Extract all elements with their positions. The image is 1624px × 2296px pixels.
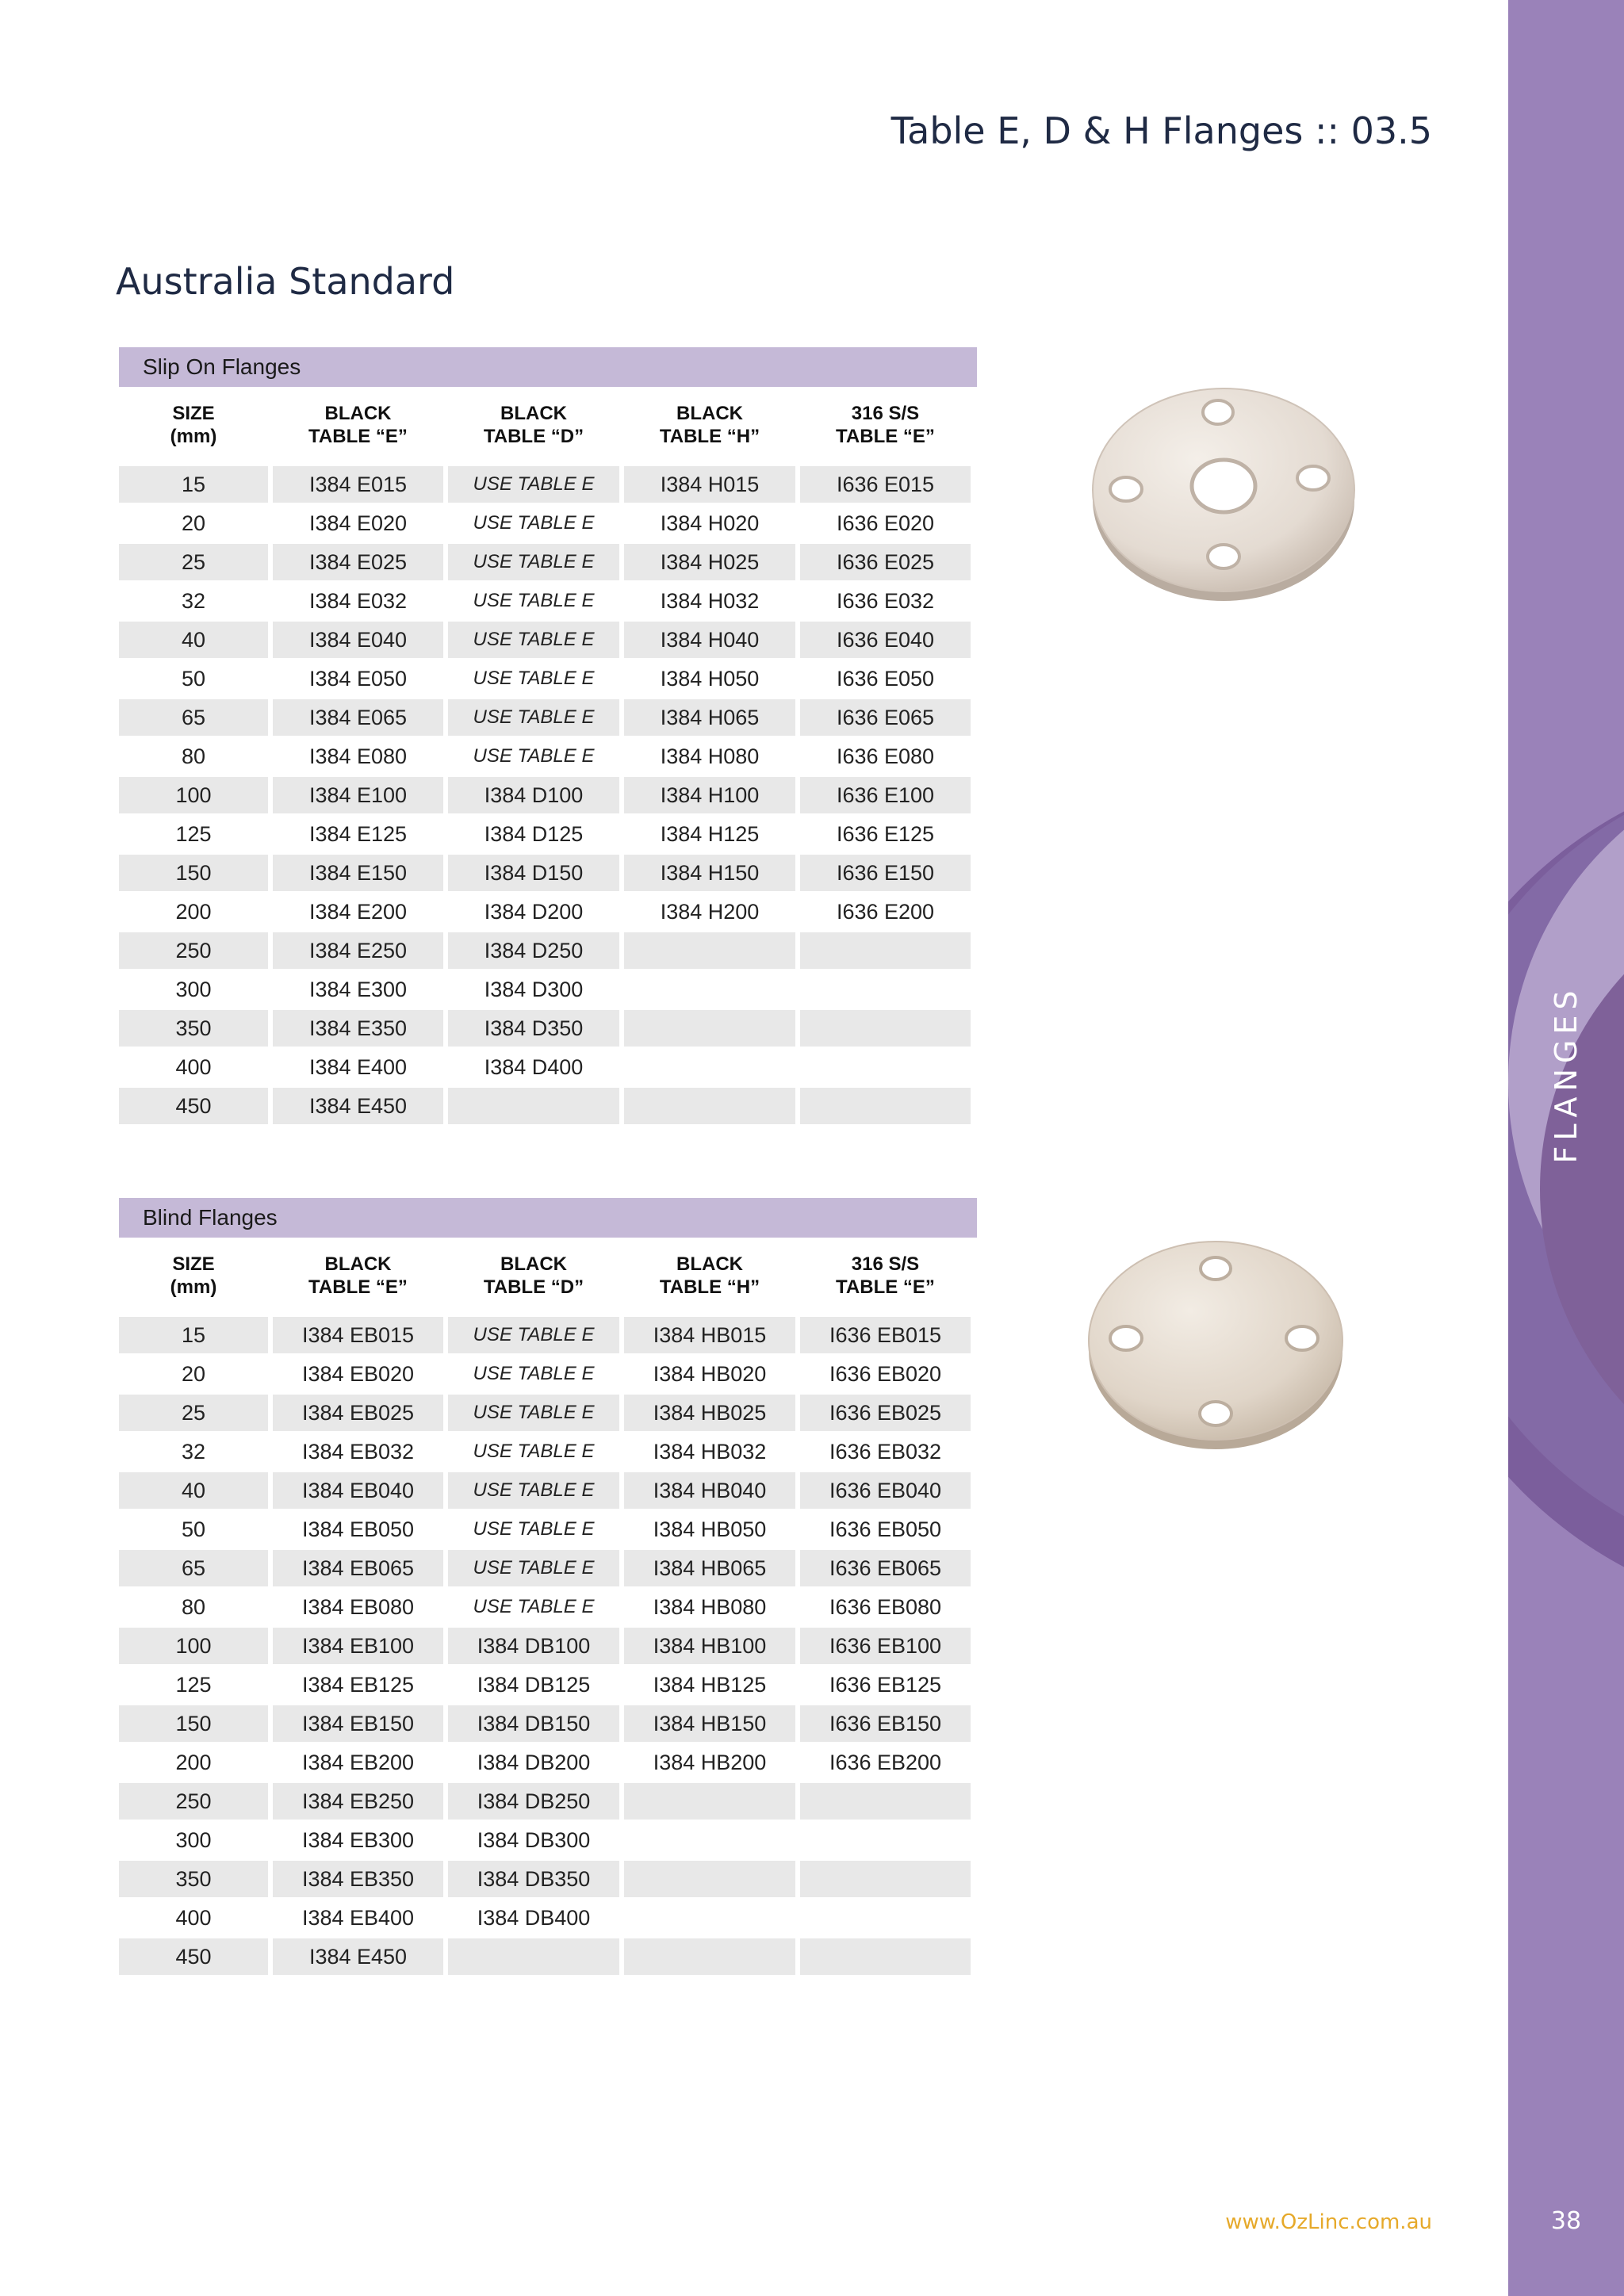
page-title: Table E, D & H Flanges :: 03.5 — [891, 109, 1432, 152]
cell-black-table-h: I384 HB040 — [624, 1472, 795, 1509]
cell-black-table-e: I384 E065 — [273, 699, 443, 736]
table-row — [119, 1356, 977, 1395]
table-row — [119, 1049, 977, 1088]
table-title: Slip On Flanges — [119, 347, 977, 387]
cell-ss-table-e: I636 EB020 — [829, 1362, 942, 1386]
table-row — [119, 1744, 977, 1783]
table-row — [119, 894, 977, 932]
table-row — [119, 1628, 977, 1667]
cell-black-table-h: I384 HB200 — [653, 1751, 767, 1774]
table-row — [119, 583, 977, 622]
cell-ss-table-e — [800, 1861, 971, 1897]
cell-black-table-d: I384 D300 — [484, 978, 584, 1001]
table-row — [119, 1088, 977, 1127]
table-row — [119, 544, 977, 583]
cell-black-table-d: USE TABLE E — [448, 544, 619, 580]
table-row — [119, 1589, 977, 1628]
cell-size: 40 — [119, 1472, 268, 1509]
cell-black-table-e: I384 EB080 — [301, 1595, 415, 1619]
cell-black-table-e: I384 E040 — [273, 622, 443, 658]
cell-black-table-h: I384 H125 — [660, 822, 760, 846]
column-header-ss-table-e: 316 S/S TABLE “E” — [836, 1253, 935, 1298]
cell-size: 25 — [119, 544, 268, 580]
cell-black-table-e: I384 EB020 — [301, 1362, 415, 1386]
cell-black-table-h: I384 H065 — [624, 699, 795, 736]
cell-black-table-d: USE TABLE E — [448, 699, 619, 736]
cell-size: 200 — [175, 900, 212, 924]
cell-black-table-d: I384 D400 — [484, 1055, 584, 1079]
cell-black-table-e: I384 E350 — [273, 1010, 443, 1047]
cell-black-table-h — [624, 1783, 795, 1820]
cell-black-table-e: I384 E100 — [273, 777, 443, 813]
table-row — [119, 1861, 977, 1900]
column-header-black-table-h: BLACK TABLE “H” — [659, 1253, 760, 1298]
column-header-black-table-e: BLACK TABLE “E” — [308, 1253, 408, 1298]
cell-ss-table-e: I636 EB050 — [829, 1517, 942, 1541]
cell-size: 450 — [119, 1088, 268, 1124]
cell-black-table-d: I384 D200 — [484, 900, 584, 924]
cell-black-table-h — [624, 1861, 795, 1897]
cell-size: 15 — [119, 466, 268, 503]
cell-black-table-d: USE TABLE E — [473, 512, 595, 534]
cell-black-table-d — [448, 1938, 619, 1975]
table-row — [119, 1317, 977, 1356]
cell-ss-table-e: I636 E200 — [836, 900, 935, 924]
table-row — [119, 855, 977, 894]
cell-ss-table-e: I636 EB040 — [800, 1472, 971, 1509]
cell-ss-table-e: I636 EB032 — [829, 1440, 942, 1464]
cell-black-table-e: I384 E020 — [308, 511, 408, 535]
cell-size: 300 — [175, 978, 212, 1001]
cell-black-table-h — [624, 1822, 795, 1858]
cell-black-table-e: I384 EB015 — [273, 1317, 443, 1353]
cell-black-table-d: USE TABLE E — [448, 1395, 619, 1431]
cell-ss-table-e: I636 E065 — [800, 699, 971, 736]
table-row — [119, 1395, 977, 1433]
slip-on-flanges-table — [119, 347, 977, 1127]
cell-black-table-e: I384 E450 — [273, 1088, 443, 1124]
cell-black-table-e: I384 E080 — [308, 744, 408, 768]
cell-black-table-h: I384 H200 — [660, 900, 760, 924]
cell-size: 150 — [119, 1705, 268, 1742]
cell-black-table-e: I384 EB400 — [301, 1906, 415, 1930]
cell-black-table-e: I384 E450 — [273, 1938, 443, 1975]
cell-black-table-e: I384 EB350 — [273, 1861, 443, 1897]
table-row — [119, 1550, 977, 1589]
table-row — [119, 1938, 977, 1977]
cell-ss-table-e: I636 E050 — [836, 667, 935, 691]
table-title: Blind Flanges — [119, 1198, 977, 1238]
cell-black-table-h — [624, 932, 795, 969]
cell-black-table-h: I384 HB100 — [624, 1628, 795, 1664]
cell-black-table-h: I384 H150 — [624, 855, 795, 891]
cell-black-table-e: I384 E400 — [308, 1055, 408, 1079]
cell-black-table-d: I384 DB200 — [477, 1751, 591, 1774]
cell-black-table-d — [448, 1088, 619, 1124]
cell-black-table-d: USE TABLE E — [473, 1518, 595, 1540]
cell-size: 150 — [119, 855, 268, 891]
column-header-size: SIZE (mm) — [170, 1253, 217, 1298]
cell-black-table-h: I384 HB050 — [653, 1517, 767, 1541]
cell-black-table-h — [624, 1938, 795, 1975]
blind-flange-image — [1082, 1235, 1352, 1461]
cell-black-table-h: I384 H032 — [660, 589, 760, 613]
table-row — [119, 816, 977, 855]
cell-size: 80 — [181, 744, 206, 768]
table-row — [119, 971, 977, 1010]
cell-black-table-e: I384 EB125 — [301, 1673, 415, 1697]
cell-black-table-d: I384 DB150 — [448, 1705, 619, 1742]
cell-black-table-d: USE TABLE E — [473, 1363, 595, 1384]
cell-size: 250 — [119, 932, 268, 969]
cell-black-table-d: USE TABLE E — [473, 1441, 595, 1462]
cell-size: 32 — [181, 1440, 206, 1464]
cell-black-table-e: I384 E032 — [308, 589, 408, 613]
cell-ss-table-e — [800, 1783, 971, 1820]
cell-black-table-d: I384 DB250 — [448, 1783, 619, 1820]
slip-on-flange-image — [1085, 381, 1362, 610]
cell-black-table-e: I384 EB025 — [273, 1395, 443, 1431]
cell-ss-table-e — [800, 1822, 971, 1858]
table-row — [119, 738, 977, 777]
cell-black-table-e: I384 EB250 — [273, 1783, 443, 1820]
table-row — [119, 777, 977, 816]
section-heading: Australia Standard — [116, 260, 455, 303]
cell-ss-table-e: I636 E080 — [836, 744, 935, 768]
cell-ss-table-e: I636 E015 — [800, 466, 971, 503]
cell-black-table-h: I384 HB065 — [624, 1550, 795, 1586]
cell-black-table-d: I384 DB100 — [448, 1628, 619, 1664]
column-headers — [119, 1242, 977, 1309]
cell-ss-table-e — [800, 1088, 971, 1124]
cell-black-table-h: I384 HB025 — [624, 1395, 795, 1431]
cell-black-table-d: USE TABLE E — [448, 1472, 619, 1509]
cell-size: 350 — [119, 1861, 268, 1897]
cell-black-table-e: I384 EB050 — [301, 1517, 415, 1541]
cell-black-table-e: I384 E150 — [273, 855, 443, 891]
cell-size: 65 — [119, 1550, 268, 1586]
cell-black-table-d: I384 D350 — [448, 1010, 619, 1047]
cell-ss-table-e: I636 EB150 — [800, 1705, 971, 1742]
cell-black-table-e: I384 E015 — [273, 466, 443, 503]
cell-black-table-e: I384 E200 — [308, 900, 408, 924]
cell-black-table-h: I384 HB125 — [653, 1673, 767, 1697]
cell-black-table-h — [624, 1088, 795, 1124]
cell-ss-table-e: I636 E125 — [836, 822, 935, 846]
cell-black-table-d: I384 D150 — [448, 855, 619, 891]
cell-ss-table-e — [800, 932, 971, 969]
cell-black-table-h: I384 HB080 — [653, 1595, 767, 1619]
cell-size: 32 — [181, 589, 206, 613]
table-row — [119, 1900, 977, 1938]
column-header-size: SIZE (mm) — [170, 403, 217, 447]
table-row — [119, 932, 977, 971]
table-body — [119, 1317, 977, 1977]
column-header-black-table-d: BLACK TABLE “D” — [483, 403, 584, 447]
cell-black-table-d: USE TABLE E — [473, 668, 595, 689]
cell-black-table-e: I384 EB150 — [273, 1705, 443, 1742]
cell-black-table-h: I384 H020 — [660, 511, 760, 535]
cell-ss-table-e: I636 E025 — [800, 544, 971, 580]
cell-ss-table-e — [800, 1010, 971, 1047]
cell-size: 300 — [175, 1828, 212, 1852]
table-row — [119, 660, 977, 699]
cell-black-table-e: I384 EB040 — [273, 1472, 443, 1509]
cell-black-table-d: USE TABLE E — [448, 1317, 619, 1353]
cell-ss-table-e — [800, 1900, 971, 1936]
cell-black-table-e: I384 EB100 — [273, 1628, 443, 1664]
table-row — [119, 1705, 977, 1744]
cell-black-table-e: I384 EB032 — [301, 1440, 415, 1464]
sidebar-section-label: FLANGES — [1549, 985, 1584, 1164]
cell-ss-table-e: I636 E150 — [800, 855, 971, 891]
cell-black-table-d: USE TABLE E — [448, 1550, 619, 1586]
cell-black-table-h — [624, 1010, 795, 1047]
cell-ss-table-e: I636 E100 — [800, 777, 971, 813]
cell-ss-table-e: I636 EB015 — [800, 1317, 971, 1353]
cell-black-table-h — [624, 971, 795, 1008]
cell-size: 200 — [175, 1751, 212, 1774]
cell-black-table-h: I384 H015 — [624, 466, 795, 503]
cell-size: 100 — [119, 777, 268, 813]
cell-black-table-d: I384 D125 — [484, 822, 584, 846]
cell-ss-table-e: I636 EB200 — [829, 1751, 942, 1774]
cell-size: 400 — [175, 1906, 212, 1930]
table-row — [119, 1472, 977, 1511]
column-header-black-table-h: BLACK TABLE “H” — [659, 403, 760, 447]
cell-black-table-h: I384 H040 — [624, 622, 795, 658]
cell-black-table-d: USE TABLE E — [473, 745, 595, 767]
cell-size: 100 — [119, 1628, 268, 1664]
cell-size: 50 — [181, 1517, 206, 1541]
cell-black-table-h: I384 HB032 — [653, 1440, 767, 1464]
cell-black-table-d: USE TABLE E — [448, 622, 619, 658]
cell-ss-table-e — [800, 1938, 971, 1975]
cell-size: 400 — [175, 1055, 212, 1079]
cell-black-table-d: I384 D100 — [448, 777, 619, 813]
cell-black-table-e: I384 E300 — [308, 978, 408, 1001]
cell-black-table-h — [624, 1900, 795, 1936]
cell-size: 450 — [119, 1938, 268, 1975]
column-header-black-table-e: BLACK TABLE “E” — [308, 403, 408, 447]
cell-black-table-h: I384 H100 — [624, 777, 795, 813]
cell-black-table-e: I384 EB065 — [273, 1550, 443, 1586]
cell-black-table-h: I384 HB015 — [624, 1317, 795, 1353]
cell-black-table-e: I384 EB200 — [301, 1751, 415, 1774]
column-headers — [119, 392, 977, 458]
cell-black-table-d: I384 DB125 — [477, 1673, 591, 1697]
table-body — [119, 466, 977, 1127]
table-row — [119, 1433, 977, 1472]
cell-black-table-d: I384 D250 — [448, 932, 619, 969]
cell-size: 20 — [181, 511, 206, 535]
cell-black-table-d: I384 DB400 — [477, 1906, 591, 1930]
cell-size: 125 — [175, 1673, 212, 1697]
cell-ss-table-e: I636 EB080 — [829, 1595, 942, 1619]
cell-size: 40 — [119, 622, 268, 658]
cell-black-table-h: I384 HB150 — [624, 1705, 795, 1742]
column-header-ss-table-e: 316 S/S TABLE “E” — [836, 403, 935, 447]
cell-size: 20 — [181, 1362, 206, 1386]
cell-size: 15 — [119, 1317, 268, 1353]
cell-size: 80 — [181, 1595, 206, 1619]
cell-black-table-h: I384 H080 — [660, 744, 760, 768]
cell-ss-table-e: I636 EB025 — [800, 1395, 971, 1431]
table-row — [119, 505, 977, 544]
cell-black-table-e: I384 E050 — [308, 667, 408, 691]
cell-black-table-h: I384 HB020 — [653, 1362, 767, 1386]
cell-black-table-e: I384 E125 — [308, 822, 408, 846]
cell-black-table-d: I384 DB300 — [477, 1828, 591, 1852]
table-row — [119, 1511, 977, 1550]
cell-black-table-e: I384 E025 — [273, 544, 443, 580]
cell-black-table-e: I384 EB300 — [301, 1828, 415, 1852]
cell-black-table-e: I384 E250 — [273, 932, 443, 969]
cell-black-table-d: USE TABLE E — [473, 1596, 595, 1617]
cell-ss-table-e: I636 EB065 — [800, 1550, 971, 1586]
table-row — [119, 699, 977, 738]
cell-size: 250 — [119, 1783, 268, 1820]
cell-ss-table-e — [800, 1049, 971, 1085]
table-row — [119, 622, 977, 660]
website-link[interactable]: www.OzLinc.com.au — [1225, 2210, 1432, 2234]
cell-size: 50 — [181, 667, 206, 691]
table-row — [119, 1010, 977, 1049]
table-row — [119, 1783, 977, 1822]
table-row — [119, 1822, 977, 1861]
cell-black-table-d: USE TABLE E — [473, 590, 595, 611]
page-number: 38 — [1550, 2207, 1582, 2235]
cell-size: 350 — [119, 1010, 268, 1047]
cell-ss-table-e: I636 E020 — [836, 511, 935, 535]
cell-ss-table-e — [800, 971, 971, 1008]
table-row — [119, 466, 977, 505]
table-row — [119, 1667, 977, 1705]
cell-size: 125 — [175, 822, 212, 846]
cell-ss-table-e: I636 EB125 — [829, 1673, 942, 1697]
cell-size: 25 — [119, 1395, 268, 1431]
blind-flanges-table — [119, 1198, 977, 1977]
cell-ss-table-e: I636 E032 — [836, 589, 935, 613]
cell-black-table-h: I384 H050 — [660, 667, 760, 691]
cell-ss-table-e: I636 EB100 — [800, 1628, 971, 1664]
cell-size: 65 — [119, 699, 268, 736]
column-header-black-table-d: BLACK TABLE “D” — [483, 1253, 584, 1298]
cell-black-table-h: I384 H025 — [624, 544, 795, 580]
cell-black-table-h — [624, 1049, 795, 1085]
cell-black-table-d: I384 DB350 — [448, 1861, 619, 1897]
cell-black-table-d: USE TABLE E — [448, 466, 619, 503]
cell-ss-table-e: I636 E040 — [800, 622, 971, 658]
